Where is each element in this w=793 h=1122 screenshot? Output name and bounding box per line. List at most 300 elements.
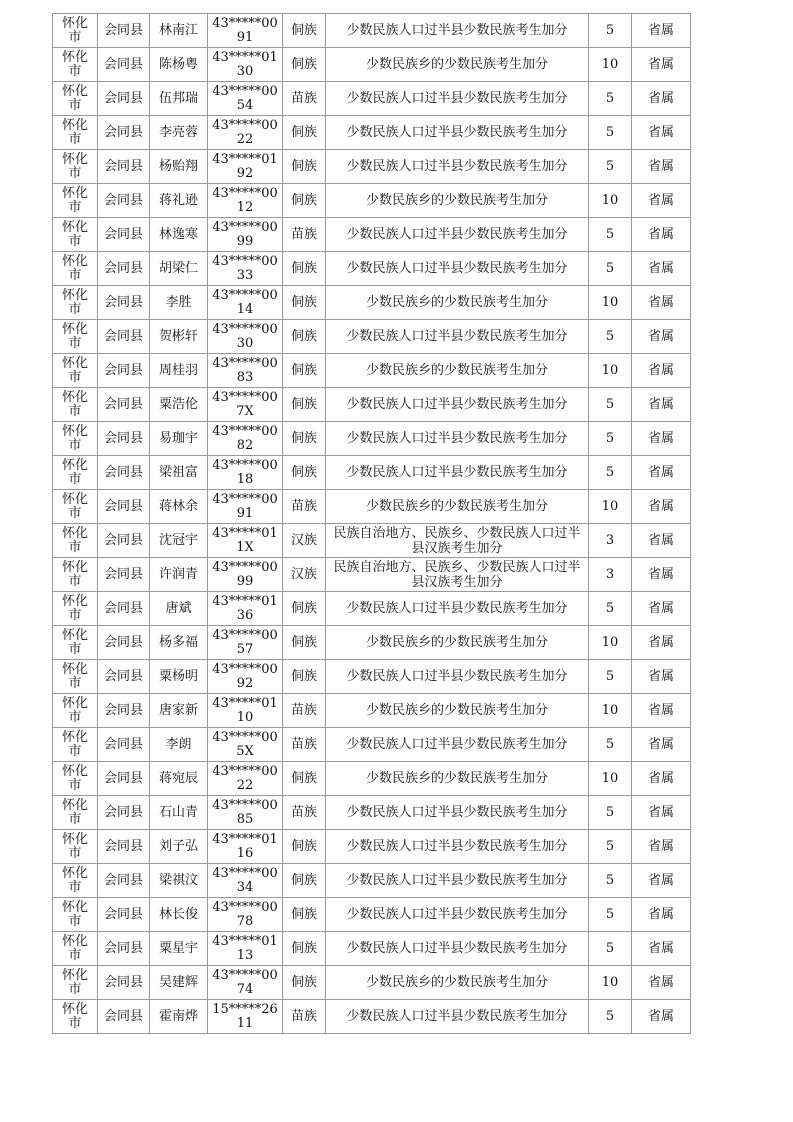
county-cell: 会同县 [98, 1000, 150, 1034]
city-cell [53, 694, 98, 728]
id-number-cell-text: 43*****0099 [212, 219, 278, 249]
level-cell: 省属 [632, 932, 691, 966]
city-cell-text: 怀化市 [61, 695, 88, 725]
policy-cell [326, 48, 589, 82]
points-cell: 5 [589, 82, 632, 116]
ethnicity-cell: 苗族 [283, 82, 326, 116]
id-number-cell-text: 43*****0030 [212, 321, 278, 351]
ethnicity-cell: 苗族 [283, 1000, 326, 1034]
ethnicity-cell: 侗族 [283, 184, 326, 218]
id-number-cell [208, 762, 283, 796]
points-cell: 5 [589, 150, 632, 184]
policy-cell-text: 少数民族人口过半县少数民族考生加分 [346, 465, 568, 480]
id-number-cell-text: 43*****0018 [212, 457, 278, 487]
policy-cell-text: 少数民族人口过半县少数民族考生加分 [346, 91, 568, 106]
level-cell: 省属 [632, 558, 691, 592]
points-cell: 5 [589, 728, 632, 762]
city-cell [53, 490, 98, 524]
points-cell: 5 [589, 660, 632, 694]
name-cell: 霍南烨 [150, 1000, 208, 1034]
level-cell: 省属 [632, 456, 691, 490]
policy-cell [326, 898, 589, 932]
policy-cell-text: 少数民族人口过半县少数民族考生加分 [346, 159, 568, 174]
city-cell-text: 怀化市 [61, 559, 88, 589]
city-cell-text: 怀化市 [61, 389, 88, 419]
city-cell-text: 怀化市 [61, 151, 88, 181]
name-cell: 刘子弘 [150, 830, 208, 864]
id-number-cell-text: 43*****005X [212, 729, 278, 759]
policy-cell-text: 少数民族人口过半县少数民族考生加分 [346, 329, 568, 344]
level-cell: 省属 [632, 898, 691, 932]
id-number-cell [208, 558, 283, 592]
id-number-cell-text: 43*****0110 [212, 695, 278, 725]
city-cell [53, 524, 98, 558]
policy-cell [326, 218, 589, 252]
table-row [53, 218, 691, 252]
policy-cell-text: 少数民族人口过半县少数民族考生加分 [346, 1009, 568, 1024]
city-cell [53, 422, 98, 456]
city-cell-text: 怀化市 [61, 865, 88, 895]
city-cell [53, 626, 98, 660]
id-number-cell [208, 728, 283, 762]
table-row [53, 252, 691, 286]
table-row [53, 184, 691, 218]
policy-cell [326, 422, 589, 456]
policy-cell [326, 592, 589, 626]
county-cell: 会同县 [98, 150, 150, 184]
table-row [53, 864, 691, 898]
points-cell: 5 [589, 1000, 632, 1034]
county-cell: 会同县 [98, 48, 150, 82]
id-number-cell-text: 43*****0091 [212, 15, 278, 45]
city-cell-text: 怀化市 [61, 627, 88, 657]
name-cell: 梁祺汶 [150, 864, 208, 898]
table-row [53, 422, 691, 456]
table-row [53, 524, 691, 558]
table-row [53, 82, 691, 116]
city-cell-text: 怀化市 [61, 763, 88, 793]
policy-cell [326, 286, 589, 320]
ethnicity-cell: 苗族 [283, 796, 326, 830]
name-cell: 唐家新 [150, 694, 208, 728]
policy-cell [326, 490, 589, 524]
county-cell: 会同县 [98, 252, 150, 286]
id-number-cell-text: 43*****0082 [212, 423, 278, 453]
points-cell: 10 [589, 694, 632, 728]
bonus-points-table [52, 13, 691, 1034]
points-cell: 10 [589, 286, 632, 320]
level-cell: 省属 [632, 252, 691, 286]
level-cell: 省属 [632, 184, 691, 218]
ethnicity-cell: 侗族 [283, 388, 326, 422]
city-cell [53, 116, 98, 150]
level-cell: 省属 [632, 796, 691, 830]
ethnicity-cell: 侗族 [283, 830, 326, 864]
policy-cell-text: 少数民族人口过半县少数民族考生加分 [346, 23, 568, 38]
id-number-cell [208, 660, 283, 694]
ethnicity-cell: 侗族 [283, 320, 326, 354]
ethnicity-cell: 侗族 [283, 14, 326, 48]
level-cell: 省属 [632, 966, 691, 1000]
city-cell-text: 怀化市 [61, 797, 88, 827]
policy-cell-text: 少数民族人口过半县少数民族考生加分 [346, 125, 568, 140]
level-cell: 省属 [632, 490, 691, 524]
table-row [53, 490, 691, 524]
policy-cell-text: 少数民族人口过半县少数民族考生加分 [346, 941, 568, 956]
id-number-cell [208, 354, 283, 388]
policy-cell [326, 524, 589, 558]
policy-cell [326, 116, 589, 150]
name-cell: 伍邦瑞 [150, 82, 208, 116]
id-number-cell-text: 43*****0099 [212, 559, 278, 589]
policy-cell [326, 728, 589, 762]
id-number-cell-text: 43*****0083 [212, 355, 278, 385]
county-cell: 会同县 [98, 354, 150, 388]
id-number-cell [208, 864, 283, 898]
city-cell [53, 354, 98, 388]
county-cell: 会同县 [98, 388, 150, 422]
ethnicity-cell: 侗族 [283, 150, 326, 184]
table-row [53, 388, 691, 422]
table-row [53, 966, 691, 1000]
county-cell: 会同县 [98, 660, 150, 694]
city-cell-text: 怀化市 [61, 593, 88, 623]
county-cell: 会同县 [98, 694, 150, 728]
id-number-cell-text: 43*****0130 [212, 49, 278, 79]
name-cell: 林长俊 [150, 898, 208, 932]
policy-cell [326, 252, 589, 286]
id-number-cell-text: 43*****0033 [212, 253, 278, 283]
county-cell: 会同县 [98, 524, 150, 558]
points-cell: 10 [589, 966, 632, 1000]
city-cell [53, 830, 98, 864]
name-cell: 粟星宇 [150, 932, 208, 966]
points-cell: 5 [589, 218, 632, 252]
city-cell [53, 252, 98, 286]
name-cell: 周桂羽 [150, 354, 208, 388]
id-number-cell-text: 43*****0054 [212, 83, 278, 113]
policy-cell [326, 762, 589, 796]
city-cell-text: 怀化市 [61, 831, 88, 861]
city-cell-text: 怀化市 [61, 1001, 88, 1031]
level-cell: 省属 [632, 218, 691, 252]
table-row [53, 898, 691, 932]
id-number-cell-text: 43*****0022 [212, 763, 278, 793]
id-number-cell [208, 150, 283, 184]
table-row [53, 456, 691, 490]
id-number-cell-text: 43*****007X [212, 389, 278, 419]
table-row [53, 354, 691, 388]
name-cell: 贺彬轩 [150, 320, 208, 354]
ethnicity-cell: 侗族 [283, 116, 326, 150]
county-cell: 会同县 [98, 286, 150, 320]
city-cell [53, 558, 98, 592]
city-cell-text: 怀化市 [61, 423, 88, 453]
points-cell: 5 [589, 422, 632, 456]
name-cell: 林逸寒 [150, 218, 208, 252]
city-cell [53, 48, 98, 82]
policy-cell-text: 少数民族乡的少数民族考生加分 [365, 363, 548, 378]
policy-cell-text: 少数民族乡的少数民族考生加分 [365, 57, 548, 72]
city-cell [53, 320, 98, 354]
policy-cell-text: 少数民族人口过半县少数民族考生加分 [346, 227, 568, 242]
city-cell [53, 592, 98, 626]
policy-cell [326, 354, 589, 388]
table-row [53, 14, 691, 48]
city-cell [53, 286, 98, 320]
ethnicity-cell: 侗族 [283, 966, 326, 1000]
points-cell: 10 [589, 490, 632, 524]
id-number-cell-text: 43*****0022 [212, 117, 278, 147]
id-number-cell-text: 43*****0113 [212, 933, 278, 963]
id-number-cell-text: 43*****0085 [212, 797, 278, 827]
ethnicity-cell: 侗族 [283, 592, 326, 626]
points-cell: 10 [589, 626, 632, 660]
id-number-cell-text: 43*****0091 [212, 491, 278, 521]
id-number-cell [208, 116, 283, 150]
ethnicity-cell: 侗族 [283, 456, 326, 490]
policy-cell [326, 864, 589, 898]
county-cell: 会同县 [98, 490, 150, 524]
id-number-cell [208, 48, 283, 82]
policy-cell [326, 388, 589, 422]
policy-cell-text: 少数民族乡的少数民族考生加分 [365, 703, 548, 718]
policy-cell [326, 796, 589, 830]
ethnicity-cell: 侗族 [283, 660, 326, 694]
policy-cell-text: 少数民族人口过半县少数民族考生加分 [346, 601, 568, 616]
city-cell-text: 怀化市 [61, 525, 88, 555]
level-cell: 省属 [632, 728, 691, 762]
city-cell [53, 796, 98, 830]
points-cell: 5 [589, 864, 632, 898]
ethnicity-cell: 侗族 [283, 626, 326, 660]
points-cell: 10 [589, 762, 632, 796]
name-cell: 蒋宛辰 [150, 762, 208, 796]
id-number-cell-text: 43*****0136 [212, 593, 278, 623]
table-row [53, 626, 691, 660]
county-cell: 会同县 [98, 320, 150, 354]
county-cell: 会同县 [98, 218, 150, 252]
level-cell: 省属 [632, 14, 691, 48]
level-cell: 省属 [632, 694, 691, 728]
ethnicity-cell: 苗族 [283, 218, 326, 252]
id-number-cell [208, 966, 283, 1000]
ethnicity-cell: 侗族 [283, 286, 326, 320]
name-cell: 蒋林余 [150, 490, 208, 524]
level-cell: 省属 [632, 660, 691, 694]
city-cell [53, 660, 98, 694]
city-cell-text: 怀化市 [61, 899, 88, 929]
city-cell [53, 864, 98, 898]
county-cell: 会同县 [98, 422, 150, 456]
points-cell: 3 [589, 524, 632, 558]
ethnicity-cell: 侗族 [283, 48, 326, 82]
ethnicity-cell: 苗族 [283, 694, 326, 728]
ethnicity-cell: 侗族 [283, 762, 326, 796]
id-number-cell [208, 218, 283, 252]
level-cell: 省属 [632, 524, 691, 558]
id-number-cell-text: 43*****0078 [212, 899, 278, 929]
county-cell: 会同县 [98, 184, 150, 218]
table-row [53, 1000, 691, 1034]
ethnicity-cell: 侗族 [283, 422, 326, 456]
points-cell: 5 [589, 252, 632, 286]
level-cell: 省属 [632, 48, 691, 82]
county-cell: 会同县 [98, 796, 150, 830]
name-cell: 胡梁仁 [150, 252, 208, 286]
id-number-cell [208, 286, 283, 320]
policy-cell [326, 660, 589, 694]
ethnicity-cell: 侗族 [283, 252, 326, 286]
policy-cell-text: 少数民族人口过半县少数民族考生加分 [346, 805, 568, 820]
id-number-cell [208, 694, 283, 728]
policy-cell-text: 少数民族乡的少数民族考生加分 [365, 975, 548, 990]
ethnicity-cell: 苗族 [283, 728, 326, 762]
table-row [53, 592, 691, 626]
city-cell [53, 898, 98, 932]
points-cell: 10 [589, 354, 632, 388]
points-cell: 5 [589, 456, 632, 490]
policy-cell [326, 830, 589, 864]
level-cell: 省属 [632, 592, 691, 626]
id-number-cell-text: 43*****0057 [212, 627, 278, 657]
policy-cell [326, 1000, 589, 1034]
points-cell: 5 [589, 830, 632, 864]
name-cell: 沈冠宇 [150, 524, 208, 558]
table-row [53, 286, 691, 320]
table-row [53, 694, 691, 728]
name-cell: 蒋礼逊 [150, 184, 208, 218]
city-cell-text: 怀化市 [61, 321, 88, 351]
id-number-cell [208, 830, 283, 864]
county-cell: 会同县 [98, 456, 150, 490]
id-number-cell-text: 43*****0074 [212, 967, 278, 997]
id-number-cell-text: 43*****0014 [212, 287, 278, 317]
policy-cell [326, 320, 589, 354]
city-cell-text: 怀化市 [61, 355, 88, 385]
name-cell: 陈杨粤 [150, 48, 208, 82]
table-row [53, 116, 691, 150]
level-cell: 省属 [632, 82, 691, 116]
city-cell-text: 怀化市 [61, 185, 88, 215]
city-cell [53, 82, 98, 116]
points-cell: 5 [589, 320, 632, 354]
policy-cell-text: 民族自治地方、民族乡、少数民族人口过半县汉族考生加分 [333, 525, 581, 556]
name-cell: 林南江 [150, 14, 208, 48]
id-number-cell [208, 1000, 283, 1034]
county-cell: 会同县 [98, 558, 150, 592]
table-row [53, 48, 691, 82]
table-row [53, 150, 691, 184]
city-cell-text: 怀化市 [61, 253, 88, 283]
name-cell: 吴建辉 [150, 966, 208, 1000]
id-number-cell [208, 626, 283, 660]
id-number-cell [208, 796, 283, 830]
policy-cell-text: 少数民族人口过半县少数民族考生加分 [346, 669, 568, 684]
name-cell: 石山青 [150, 796, 208, 830]
city-cell [53, 184, 98, 218]
city-cell-text: 怀化市 [61, 117, 88, 147]
policy-cell-text: 少数民族乡的少数民族考生加分 [365, 635, 548, 650]
policy-cell [326, 694, 589, 728]
name-cell: 李亮蓉 [150, 116, 208, 150]
name-cell: 粟浩伦 [150, 388, 208, 422]
policy-cell-text: 少数民族乡的少数民族考生加分 [365, 295, 548, 310]
policy-cell-text: 少数民族人口过半县少数民族考生加分 [346, 907, 568, 922]
county-cell: 会同县 [98, 932, 150, 966]
table-row [53, 762, 691, 796]
ethnicity-cell: 侗族 [283, 932, 326, 966]
policy-cell-text: 少数民族乡的少数民族考生加分 [365, 193, 548, 208]
id-number-cell-text: 43*****0116 [212, 831, 278, 861]
county-cell: 会同县 [98, 626, 150, 660]
city-cell-text: 怀化市 [61, 219, 88, 249]
city-cell [53, 1000, 98, 1034]
id-number-cell [208, 898, 283, 932]
id-number-cell [208, 184, 283, 218]
policy-cell [326, 14, 589, 48]
city-cell [53, 932, 98, 966]
level-cell: 省属 [632, 864, 691, 898]
level-cell: 省属 [632, 388, 691, 422]
points-cell: 5 [589, 592, 632, 626]
policy-cell-text: 民族自治地方、民族乡、少数民族人口过半县汉族考生加分 [333, 559, 581, 590]
city-cell-text: 怀化市 [61, 49, 88, 79]
policy-cell [326, 82, 589, 116]
policy-cell-text: 少数民族人口过半县少数民族考生加分 [346, 397, 568, 412]
table-row [53, 796, 691, 830]
city-cell-text: 怀化市 [61, 661, 88, 691]
id-number-cell-text: 15*****2611 [212, 1001, 278, 1031]
level-cell: 省属 [632, 320, 691, 354]
county-cell: 会同县 [98, 728, 150, 762]
id-number-cell-text: 43*****0034 [212, 865, 278, 895]
points-cell: 5 [589, 932, 632, 966]
city-cell [53, 456, 98, 490]
points-cell: 5 [589, 796, 632, 830]
level-cell: 省属 [632, 626, 691, 660]
ethnicity-cell: 侗族 [283, 354, 326, 388]
id-number-cell [208, 82, 283, 116]
points-cell: 5 [589, 898, 632, 932]
table-row [53, 932, 691, 966]
id-number-cell-text: 43*****0012 [212, 185, 278, 215]
id-number-cell [208, 252, 283, 286]
name-cell: 唐斌 [150, 592, 208, 626]
ethnicity-cell: 汉族 [283, 524, 326, 558]
id-number-cell [208, 456, 283, 490]
level-cell: 省属 [632, 762, 691, 796]
name-cell: 许润青 [150, 558, 208, 592]
level-cell: 省属 [632, 1000, 691, 1034]
policy-cell [326, 966, 589, 1000]
id-number-cell-text: 43*****011X [212, 525, 278, 555]
level-cell: 省属 [632, 116, 691, 150]
level-cell: 省属 [632, 286, 691, 320]
city-cell [53, 150, 98, 184]
points-cell: 10 [589, 184, 632, 218]
city-cell [53, 14, 98, 48]
policy-cell-text: 少数民族人口过半县少数民族考生加分 [346, 873, 568, 888]
city-cell [53, 966, 98, 1000]
policy-cell-text: 少数民族人口过半县少数民族考生加分 [346, 737, 568, 752]
table-row [53, 558, 691, 592]
policy-cell [326, 626, 589, 660]
id-number-cell [208, 932, 283, 966]
id-number-cell [208, 490, 283, 524]
level-cell: 省属 [632, 830, 691, 864]
name-cell: 梁祖富 [150, 456, 208, 490]
